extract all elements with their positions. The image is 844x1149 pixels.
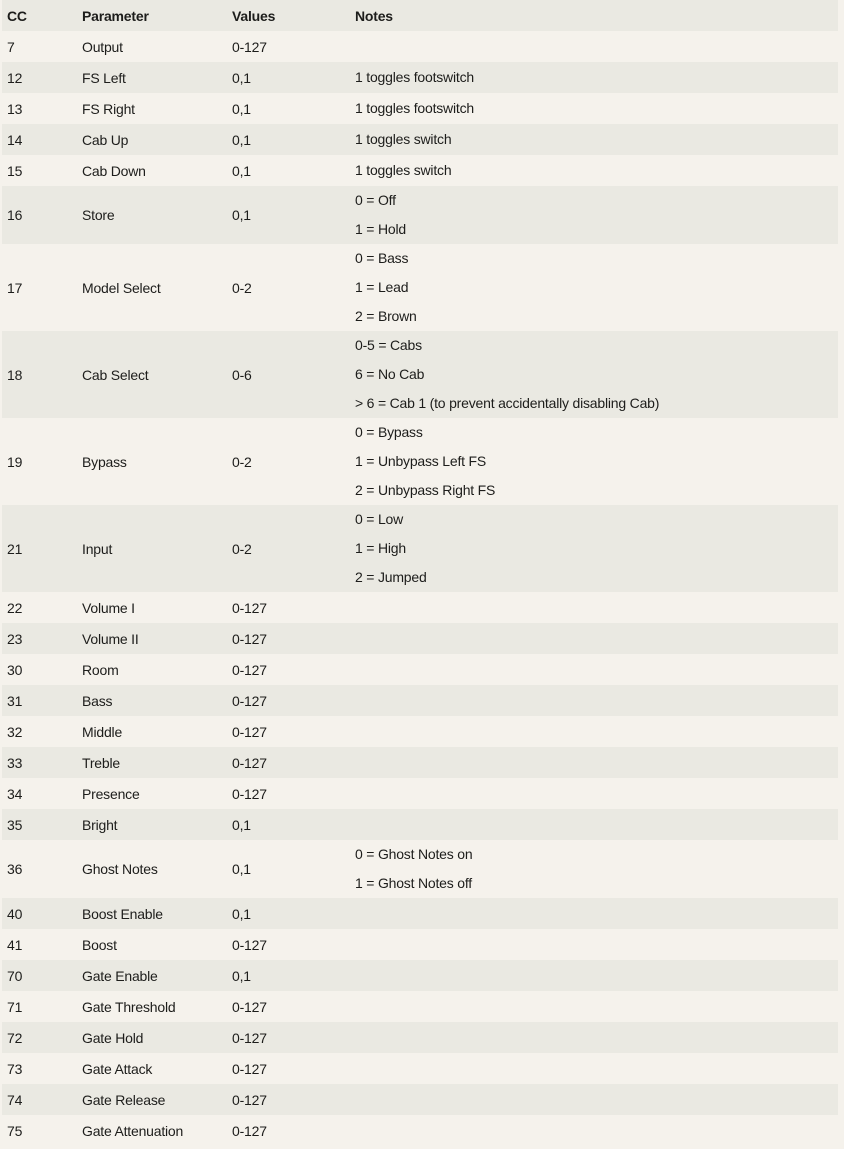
values-cell: 0-127 <box>232 1029 267 1046</box>
values-cell: 0-127 <box>232 692 267 709</box>
parameter-cell: Ghost Notes <box>82 861 158 877</box>
table-row <box>2 124 838 155</box>
cc-cell: 71 <box>7 998 23 1015</box>
note-line: 1 toggles switch <box>355 131 452 147</box>
table-row <box>2 809 838 840</box>
table-row <box>2 1053 838 1084</box>
cc-cell: 30 <box>7 661 23 678</box>
notes-cell <box>355 31 838 62</box>
notes-cell <box>355 747 838 778</box>
values-cell: 0,1 <box>232 861 251 877</box>
note-line: 0 = Low <box>355 511 404 527</box>
parameter-cell: Gate Hold <box>82 1029 144 1046</box>
values-cell: 0-127 <box>232 38 267 55</box>
parameter-cell: Output <box>82 38 123 55</box>
values-cell: 0,1 <box>232 100 251 117</box>
note-line: 1 = High <box>355 540 406 556</box>
values-cell: 0-127 <box>232 998 267 1015</box>
table-row <box>2 623 838 654</box>
table-row <box>2 244 838 331</box>
parameter-cell: Cab Up <box>82 131 129 148</box>
parameter-cell: Boost Enable <box>82 905 163 922</box>
table-row <box>2 592 838 623</box>
table-row <box>2 31 838 62</box>
cc-cell: 7 <box>7 38 15 55</box>
notes-cell <box>355 960 838 991</box>
values-cell: 0-127 <box>232 1060 267 1077</box>
values-cell: 0,1 <box>232 131 251 148</box>
note-line: 0 = Bypass <box>355 424 423 440</box>
note-line: 1 toggles footswitch <box>355 100 474 116</box>
table-row <box>2 685 838 716</box>
cc-cell: 31 <box>7 692 23 709</box>
column-header-notes: Notes <box>355 7 393 24</box>
note-line: 1 toggles footswitch <box>355 69 474 85</box>
parameter-cell: FS Left <box>82 69 126 86</box>
values-cell: 0-127 <box>232 1091 267 1108</box>
cc-cell: 74 <box>7 1091 23 1108</box>
table-row <box>2 418 838 505</box>
column-header-values: Values <box>232 7 276 24</box>
parameter-cell: Gate Release <box>82 1091 166 1108</box>
cc-cell: 13 <box>7 100 23 117</box>
cc-cell: 35 <box>7 816 23 833</box>
parameter-cell: Gate Threshold <box>82 998 176 1015</box>
table-row <box>2 505 838 592</box>
table-row <box>2 716 838 747</box>
notes-cell <box>355 1115 838 1146</box>
cc-cell: 18 <box>7 366 23 383</box>
notes-cell <box>355 244 838 331</box>
cc-cell: 23 <box>7 630 23 647</box>
values-cell: 0,1 <box>232 905 251 922</box>
cc-cell: 19 <box>7 453 23 470</box>
table-row <box>2 1084 838 1115</box>
parameter-cell: Gate Enable <box>82 967 158 984</box>
notes-cell <box>355 505 838 592</box>
parameter-cell: Cab Down <box>82 162 146 179</box>
parameter-cell: Volume II <box>82 630 139 647</box>
note-line: 1 = Lead <box>355 279 409 295</box>
cc-cell: 21 <box>7 540 23 557</box>
note-line: 1 = Unbypass Left FS <box>355 453 487 469</box>
values-cell: 0-127 <box>232 630 267 647</box>
note-line: 2 = Brown <box>355 308 417 324</box>
notes-cell <box>355 331 838 418</box>
parameter-cell: Model Select <box>82 279 161 296</box>
table-row <box>2 778 838 809</box>
values-cell: 0,1 <box>232 967 251 984</box>
note-line: 0 = Bass <box>355 250 409 266</box>
parameter-cell: Boost <box>82 936 117 953</box>
note-line: 2 = Jumped <box>355 569 427 585</box>
cc-cell: 22 <box>7 599 23 616</box>
parameter-cell: FS Right <box>82 100 135 117</box>
values-cell: 0,1 <box>232 816 251 833</box>
table-row <box>2 1115 838 1146</box>
values-cell: 0-127 <box>232 661 267 678</box>
cc-cell: 14 <box>7 131 23 148</box>
notes-cell <box>355 716 838 747</box>
cc-cell: 73 <box>7 1060 23 1077</box>
parameter-cell: Gate Attack <box>82 1060 153 1077</box>
parameter-cell: Gate Attenuation <box>82 1122 184 1139</box>
values-cell: 0-6 <box>232 366 252 383</box>
parameter-cell: Volume I <box>82 599 135 616</box>
cc-cell: 16 <box>7 207 23 223</box>
cc-cell: 33 <box>7 754 23 771</box>
parameter-cell: Input <box>82 540 113 557</box>
parameter-cell: Store <box>82 207 115 223</box>
midi-cc-table <box>2 0 838 1146</box>
table-row <box>2 747 838 778</box>
cc-cell: 70 <box>7 967 23 984</box>
note-line: 1 = Hold <box>355 221 406 237</box>
notes-cell <box>355 93 838 124</box>
notes-cell <box>355 778 838 809</box>
notes-cell <box>355 1084 838 1115</box>
note-line: 0-5 = Cabs <box>355 337 422 353</box>
parameter-cell: Bypass <box>82 453 127 470</box>
notes-cell <box>355 898 838 929</box>
parameter-cell: Bass <box>82 692 113 709</box>
table-row <box>2 186 838 244</box>
notes-cell <box>355 991 838 1022</box>
notes-cell <box>355 623 838 654</box>
note-line: 0 = Off <box>355 192 396 208</box>
notes-cell <box>355 418 838 505</box>
table-row <box>2 1022 838 1053</box>
notes-cell <box>355 1022 838 1053</box>
note-line: 2 = Unbypass Right FS <box>355 482 496 498</box>
parameter-cell: Bright <box>82 816 118 833</box>
values-cell: 0-2 <box>232 540 252 557</box>
parameter-cell: Room <box>82 661 119 678</box>
note-line: > 6 = Cab 1 (to prevent accidentally disabling Cab) <box>355 395 660 411</box>
notes-cell <box>355 124 838 155</box>
notes-cell <box>355 62 838 93</box>
note-line: 1 = Ghost Notes off <box>355 875 472 891</box>
table-row <box>2 929 838 960</box>
notes-cell <box>355 155 838 186</box>
values-cell: 0-2 <box>232 279 252 296</box>
table-row <box>2 960 838 991</box>
header-row <box>2 0 838 31</box>
values-cell: 0-127 <box>232 1122 267 1139</box>
table-header <box>2 0 838 31</box>
table-row <box>2 62 838 93</box>
cc-cell: 36 <box>7 861 23 877</box>
notes-cell <box>355 809 838 840</box>
parameter-cell: Presence <box>82 785 140 802</box>
cc-cell: 72 <box>7 1029 23 1046</box>
note-line: 1 toggles switch <box>355 162 452 178</box>
table-row <box>2 331 838 418</box>
values-cell: 0,1 <box>232 162 251 179</box>
parameter-cell: Cab Select <box>82 366 149 383</box>
table-row <box>2 898 838 929</box>
cc-table-body <box>2 31 838 1146</box>
notes-cell <box>355 685 838 716</box>
table-row <box>2 654 838 685</box>
values-cell: 0-127 <box>232 936 267 953</box>
parameter-cell: Treble <box>82 754 120 771</box>
cc-cell: 32 <box>7 723 23 740</box>
table-row <box>2 155 838 186</box>
note-line: 6 = No Cab <box>355 366 425 382</box>
values-cell: 0,1 <box>232 207 251 223</box>
values-cell: 0-2 <box>232 453 252 470</box>
cc-cell: 75 <box>7 1122 23 1139</box>
table-row <box>2 840 838 898</box>
notes-cell <box>355 1053 838 1084</box>
notes-cell <box>355 186 838 244</box>
cc-cell: 40 <box>7 905 23 922</box>
table-row <box>2 991 838 1022</box>
table-row <box>2 93 838 124</box>
column-header-parameter: Parameter <box>82 7 149 24</box>
column-header-cc: CC <box>7 7 27 24</box>
notes-cell <box>355 929 838 960</box>
cc-cell: 41 <box>7 936 23 953</box>
values-cell: 0-127 <box>232 754 267 771</box>
notes-cell <box>355 840 838 898</box>
cc-cell: 12 <box>7 69 23 86</box>
notes-cell <box>355 592 838 623</box>
cc-cell: 17 <box>7 279 23 296</box>
note-line: 0 = Ghost Notes on <box>355 846 473 862</box>
notes-cell <box>355 654 838 685</box>
parameter-cell: Middle <box>82 723 123 740</box>
values-cell: 0,1 <box>232 69 251 86</box>
cc-cell: 34 <box>7 785 23 802</box>
values-cell: 0-127 <box>232 599 267 616</box>
values-cell: 0-127 <box>232 723 267 740</box>
values-cell: 0-127 <box>232 785 267 802</box>
cc-cell: 15 <box>7 162 23 179</box>
